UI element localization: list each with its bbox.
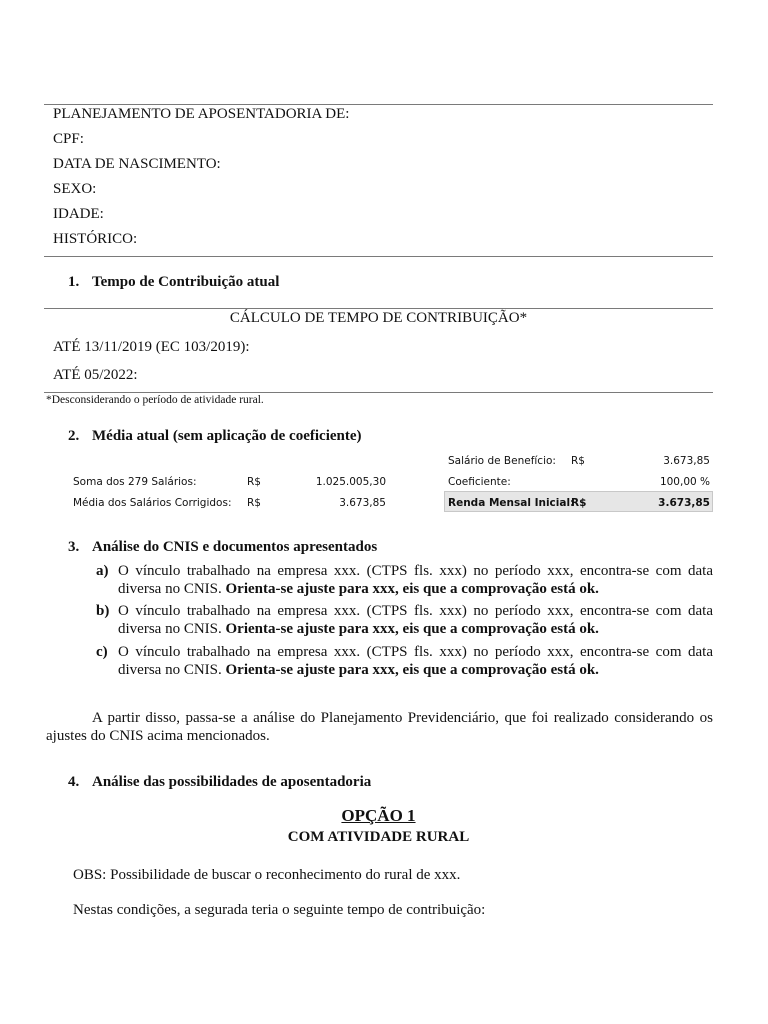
cnis-item-b [96,602,713,638]
section-2-title: Média atual (sem aplicação de coeficiente) [92,428,362,444]
media-value: 3.673,85 [339,497,386,509]
item-recommendation: Orienta-se ajuste para xxx, eis que a comprovação está ok. [225,662,599,678]
item-label: b) [96,603,110,619]
section-1-number: 1. [68,274,80,290]
conditions-text: Nestas condições, a segurada teria o seguinte tempo de contribuição: [73,902,486,918]
item-recommendation: Orienta-se ajuste para xxx, eis que a comprovação está ok. [225,581,599,597]
cpf-label: CPF: [53,131,84,147]
salario-beneficio-label: Salário de Benefício: [448,455,556,467]
item-text: O vínculo trabalhado na empresa xxx. (CTPS fls. xxx) no período xxx, encontra-se com data diversa no CNIS. [118,644,713,678]
rmi-value: 3.673,85 [658,497,710,509]
footnote: *Desconsiderando o período de atividade rural. [46,394,264,406]
rmi-label: Renda Mensal Inicial: [448,497,575,509]
salario-beneficio-currency: R$ [571,455,585,467]
ate-2019-label: ATÉ 13/11/2019 (EC 103/2019): [53,339,250,355]
item-text: O vínculo trabalhado na empresa xxx. (CTPS fls. xxx) no período xxx, encontra-se com data diversa no CNIS. [118,603,713,637]
cnis-item-c [96,643,713,679]
section-1-heading [68,273,279,291]
soma-value: 1.025.005,30 [315,476,386,488]
section-2-number: 2. [68,428,80,444]
obs-text: OBS: Possibilidade de buscar o reconhecimento do rural de xxx. [73,867,461,883]
header-divider [44,256,713,257]
calc-title: CÁLCULO DE TEMPO DE CONTRIBUIÇÃO* [229,310,528,326]
analysis-paragraph: A partir disso, passa-se a análise do Planejamento Previdenciário, que foi realizado considerando os ajustes do CNIS acima mencionados. [46,710,713,744]
item-label: a) [96,563,109,579]
section-2-heading [68,427,362,445]
historico-label: HISTÓRICO: [53,231,138,247]
rmi-currency: R$ [571,497,587,509]
section-3-heading [68,538,377,556]
soma-currency: R$ [247,476,261,488]
item-recommendation: Orienta-se ajuste para xxx, eis que a comprovação está ok. [225,621,599,637]
section-4-number: 4. [68,774,80,790]
cnis-item-a [96,562,713,598]
media-currency: R$ [247,497,261,509]
nascimento-label: DATA DE NASCIMENTO: [53,156,221,172]
section-4-title: Análise das possibilidades de aposentadoria [92,774,372,790]
option-title: OPÇÃO 1 [341,806,416,825]
section-4-heading [68,773,371,791]
coeficiente-label: Coeficiente: [448,476,511,488]
section-3-title: Análise do CNIS e documentos apresentados [92,539,378,555]
item-label: c) [96,644,108,660]
section-3-number: 3. [68,539,80,555]
planejamento-label: PLANEJAMENTO DE APOSENTADORIA DE: [53,106,350,122]
item-text: O vínculo trabalhado na empresa xxx. (CTPS fls. xxx) no período xxx, encontra-se com data diversa no CNIS. [118,563,713,597]
soma-label: Soma dos 279 Salários: [73,476,197,488]
option-subtitle: COM ATIVIDADE RURAL [287,829,470,845]
idade-label: IDADE: [53,206,104,222]
media-label: Média dos Salários Corrigidos: [73,497,232,509]
section-1-title: Tempo de Contribuição atual [92,274,280,290]
ate-2022-label: ATÉ 05/2022: [53,367,138,383]
salario-beneficio-value: 3.673,85 [663,455,710,467]
sexo-label: SEXO: [53,181,97,197]
coeficiente-value: 100,00 % [659,476,710,488]
